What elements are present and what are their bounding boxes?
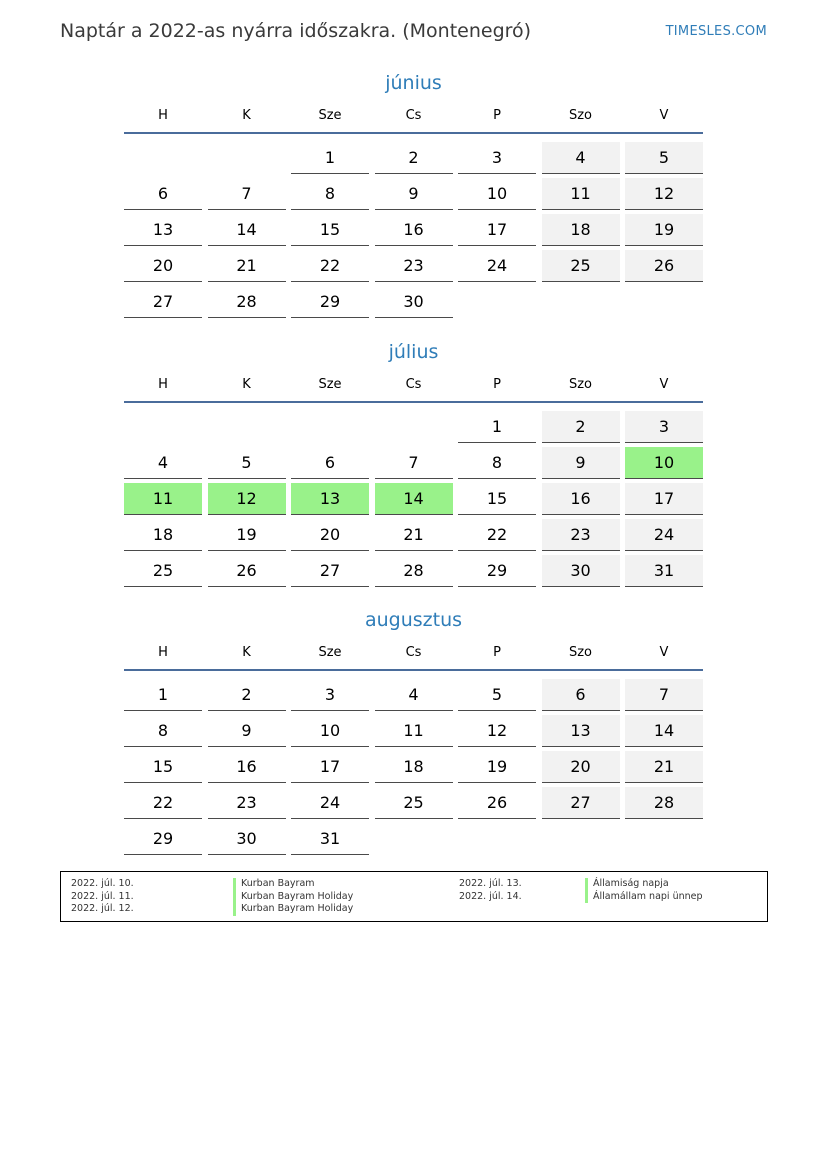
week-row	[124, 751, 703, 783]
day-cell: 11	[375, 715, 453, 747]
day-cell: 8	[291, 178, 369, 210]
day-cell: 12	[458, 715, 536, 747]
day-cell: 15	[458, 483, 536, 515]
day-cell: 18	[124, 519, 202, 551]
month-title: július	[388, 341, 439, 363]
day-cell: 20	[542, 751, 620, 783]
day-cell: 27	[124, 286, 202, 318]
weeks	[124, 403, 703, 587]
weekday-label: V	[659, 376, 669, 392]
weekday-label: K	[242, 644, 251, 660]
legend-date: 2022. júl. 10.	[71, 878, 134, 889]
day-cell: 6	[542, 679, 620, 711]
weekday-label: H	[158, 376, 168, 392]
day-cell: 25	[375, 787, 453, 819]
empty-day-cell	[208, 411, 286, 443]
legend-row	[459, 878, 799, 891]
day-cell: 4	[542, 142, 620, 174]
empty-day-cell	[625, 823, 703, 855]
day-cell: 10	[625, 447, 703, 479]
day-cell: 13	[542, 715, 620, 747]
day-cell: 8	[458, 447, 536, 479]
day-cell: 28	[625, 787, 703, 819]
week-row	[124, 250, 703, 282]
empty-day-cell	[375, 411, 453, 443]
day-cell: 6	[291, 447, 369, 479]
weekday-label: Szo	[568, 644, 593, 660]
weekday-header	[124, 98, 703, 134]
legend-holiday-name: Államiság napja	[585, 878, 799, 891]
day-cell: 19	[208, 519, 286, 551]
weekday-label: H	[158, 644, 168, 660]
day-cell: 13	[291, 483, 369, 515]
month-june	[124, 68, 703, 318]
week-row	[124, 679, 703, 711]
day-cell: 22	[124, 787, 202, 819]
day-cell: 23	[542, 519, 620, 551]
day-cell: 14	[625, 715, 703, 747]
day-cell: 3	[291, 679, 369, 711]
week-row	[124, 555, 703, 587]
day-cell: 15	[124, 751, 202, 783]
legend-holiday-name: Kurban Bayram Holiday	[233, 903, 447, 916]
day-cell: 15	[291, 214, 369, 246]
day-cell: 6	[124, 178, 202, 210]
empty-day-cell	[625, 286, 703, 318]
day-cell: 1	[291, 142, 369, 174]
day-cell: 24	[625, 519, 703, 551]
day-cell: 14	[375, 483, 453, 515]
weekday-label: V	[659, 107, 669, 123]
day-cell: 30	[208, 823, 286, 855]
day-cell: 21	[375, 519, 453, 551]
month-title: augusztus	[364, 609, 463, 631]
day-cell: 26	[625, 250, 703, 282]
day-cell: 12	[625, 178, 703, 210]
month-july	[124, 337, 703, 587]
weekday-label: Cs	[405, 107, 422, 123]
day-cell: 5	[208, 447, 286, 479]
day-cell: 11	[542, 178, 620, 210]
weekday-label: K	[242, 107, 251, 123]
day-cell: 28	[375, 555, 453, 587]
empty-day-cell	[375, 823, 453, 855]
day-cell: 28	[208, 286, 286, 318]
empty-day-cell	[458, 823, 536, 855]
day-cell: 26	[458, 787, 536, 819]
legend-holiday-name: Kurban Bayram	[233, 878, 447, 891]
weeks	[124, 671, 703, 855]
weekday-header	[124, 635, 703, 671]
day-cell: 16	[542, 483, 620, 515]
day-cell: 17	[458, 214, 536, 246]
legend-column-right	[459, 878, 799, 921]
day-cell: 30	[542, 555, 620, 587]
legend-date: 2022. júl. 12.	[71, 903, 134, 914]
day-cell: 23	[208, 787, 286, 819]
empty-day-cell	[542, 823, 620, 855]
day-cell: 22	[291, 250, 369, 282]
week-row	[124, 447, 703, 479]
day-cell: 7	[625, 679, 703, 711]
day-cell: 18	[542, 214, 620, 246]
day-cell: 31	[625, 555, 703, 587]
day-cell: 9	[208, 715, 286, 747]
day-cell: 20	[291, 519, 369, 551]
legend-date: 2022. júl. 13.	[459, 878, 522, 889]
day-cell: 16	[208, 751, 286, 783]
day-cell: 5	[625, 142, 703, 174]
day-cell: 19	[625, 214, 703, 246]
legend-holiday-name: Államállam napi ünnep	[585, 891, 799, 904]
week-row	[124, 483, 703, 515]
weekday-label: P	[493, 376, 501, 392]
day-cell: 21	[208, 250, 286, 282]
week-row	[124, 214, 703, 246]
weekday-label: H	[158, 107, 168, 123]
legend-holiday-name: Kurban Bayram Holiday	[233, 891, 447, 904]
legend-row	[459, 891, 799, 904]
legend-date: 2022. júl. 11.	[71, 890, 134, 902]
holiday-legend	[60, 871, 768, 922]
day-cell: 4	[124, 447, 202, 479]
day-cell: 20	[124, 250, 202, 282]
day-cell: 4	[375, 679, 453, 711]
day-cell: 3	[625, 411, 703, 443]
empty-day-cell	[542, 286, 620, 318]
weekday-label: Cs	[405, 376, 422, 392]
day-cell: 1	[124, 679, 202, 711]
day-cell: 23	[375, 250, 453, 282]
day-cell: 9	[375, 178, 453, 210]
day-cell: 12	[208, 483, 286, 515]
day-cell: 29	[124, 823, 202, 855]
day-cell: 25	[124, 555, 202, 587]
week-row	[124, 286, 703, 318]
week-row	[124, 519, 703, 551]
day-cell: 31	[291, 823, 369, 855]
weeks	[124, 134, 703, 318]
day-cell: 14	[208, 214, 286, 246]
day-cell: 17	[625, 483, 703, 515]
day-cell: 17	[291, 751, 369, 783]
legend-column-left	[71, 878, 447, 921]
day-cell: 24	[291, 787, 369, 819]
day-cell: 7	[375, 447, 453, 479]
day-cell: 7	[208, 178, 286, 210]
day-cell: 11	[124, 483, 202, 515]
brand-link[interactable]: TIMESLES.COM	[665, 24, 767, 39]
day-cell: 3	[458, 142, 536, 174]
legend-row	[71, 903, 447, 916]
empty-day-cell	[124, 411, 202, 443]
legend-date: 2022. júl. 14.	[459, 890, 522, 902]
empty-day-cell	[208, 142, 286, 174]
day-cell: 29	[291, 286, 369, 318]
week-row	[124, 787, 703, 819]
day-cell: 27	[542, 787, 620, 819]
weekday-label: K	[242, 376, 251, 392]
weekday-label: Szo	[568, 107, 593, 123]
weekday-label: Sze	[318, 644, 342, 660]
day-cell: 13	[124, 214, 202, 246]
day-cell: 25	[542, 250, 620, 282]
day-cell: 26	[208, 555, 286, 587]
empty-day-cell	[124, 142, 202, 174]
weekday-label: Cs	[405, 644, 422, 660]
month-title: június	[385, 72, 442, 94]
week-row	[124, 178, 703, 210]
day-cell: 30	[375, 286, 453, 318]
day-cell: 2	[375, 142, 453, 174]
legend-row	[71, 878, 447, 891]
day-cell: 10	[291, 715, 369, 747]
day-cell: 8	[124, 715, 202, 747]
legend-row	[71, 891, 447, 904]
weekday-label: Szo	[568, 376, 593, 392]
weekday-label: V	[659, 644, 669, 660]
day-cell: 16	[375, 214, 453, 246]
empty-day-cell	[291, 411, 369, 443]
week-row	[124, 823, 703, 855]
week-row	[124, 715, 703, 747]
day-cell: 21	[625, 751, 703, 783]
page-title: Naptár a 2022-as nyárra időszakra. (Montenegró)	[60, 20, 532, 42]
weekday-label: Sze	[318, 107, 342, 123]
day-cell: 1	[458, 411, 536, 443]
week-row	[124, 142, 703, 174]
day-cell: 9	[542, 447, 620, 479]
day-cell: 2	[208, 679, 286, 711]
day-cell: 2	[542, 411, 620, 443]
day-cell: 27	[291, 555, 369, 587]
day-cell: 19	[458, 751, 536, 783]
weekday-label: Sze	[318, 376, 342, 392]
month-august	[124, 605, 703, 855]
day-cell: 24	[458, 250, 536, 282]
day-cell: 5	[458, 679, 536, 711]
day-cell: 10	[458, 178, 536, 210]
weekday-header	[124, 367, 703, 403]
day-cell: 18	[375, 751, 453, 783]
day-cell: 29	[458, 555, 536, 587]
day-cell: 22	[458, 519, 536, 551]
week-row	[124, 411, 703, 443]
weekday-label: P	[493, 644, 501, 660]
empty-day-cell	[458, 286, 536, 318]
weekday-label: P	[493, 107, 501, 123]
